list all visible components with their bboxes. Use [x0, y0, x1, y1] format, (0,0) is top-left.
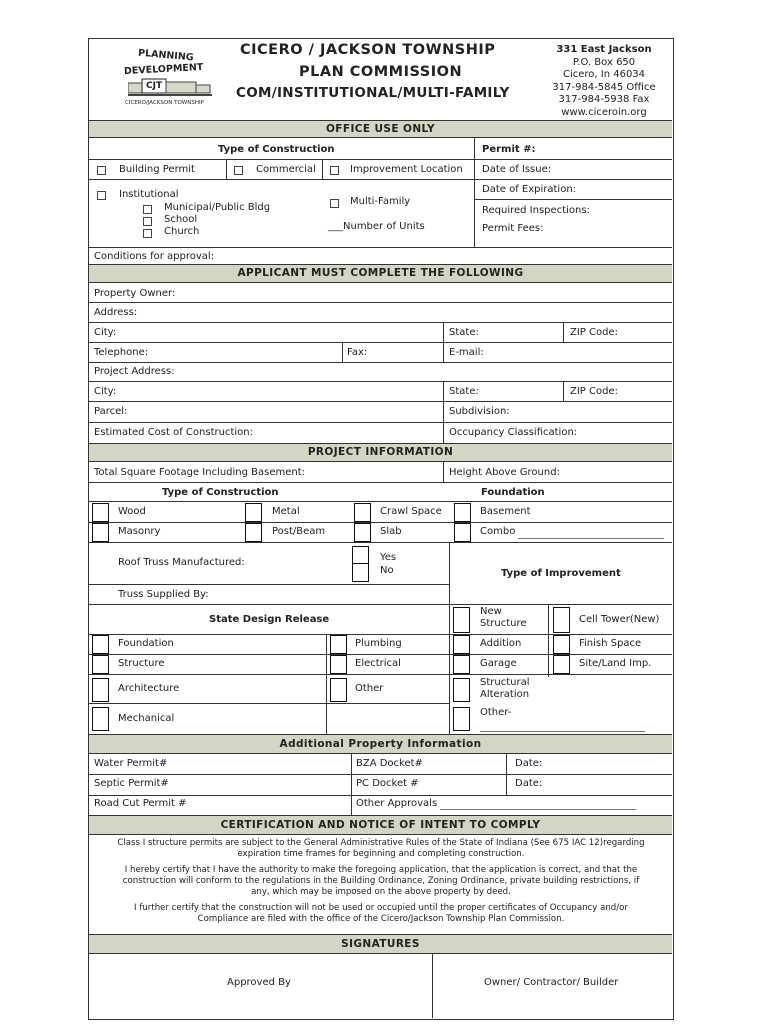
permit-fees-label: Permit Fees: — [482, 223, 544, 234]
logo-building-icon — [128, 78, 212, 96]
cert-line: I further certify that the construction will not be used or occupied until the proper certificates of Occupancy and/or — [134, 903, 628, 913]
state-design-header: State Design Release — [209, 614, 330, 625]
combo-checkbox[interactable] — [454, 523, 471, 542]
sd-foundation-label: Foundation — [118, 638, 174, 649]
slab-label: Slab — [380, 526, 402, 537]
telephone-label: Telephone: — [94, 347, 149, 358]
project-address-label: Project Address: — [94, 366, 175, 377]
multi-family-label: Multi-Family — [350, 196, 411, 207]
fax-label: Fax: — [347, 347, 368, 358]
structural-alteration-label: Structural Alteration — [480, 677, 530, 700]
estimated-cost-label: Estimated Cost of Construction: — [94, 427, 253, 438]
address-line: www.ciceroin.org — [561, 106, 647, 118]
crawl-space-label: Crawl Space — [380, 506, 442, 517]
office-use-band: OFFICE USE ONLY — [89, 120, 672, 138]
occupancy-label: Occupancy Classification: — [449, 427, 578, 438]
other-label: Other — [355, 683, 384, 694]
other-approvals-label: Other Approvals — [356, 798, 438, 809]
structure-checkbox[interactable] — [92, 655, 109, 674]
email-label: E-mail: — [449, 347, 484, 358]
cell-tower-label: Cell Tower(New) — [579, 614, 660, 625]
addition-checkbox[interactable] — [453, 635, 470, 654]
slab-checkbox[interactable] — [354, 523, 371, 542]
church-label: Church — [164, 226, 200, 237]
masonry-label: Masonry — [118, 526, 161, 537]
required-inspections-label: Required Inspections: — [482, 205, 590, 216]
state-label: State: — [449, 327, 479, 338]
metal-label: Metal — [272, 506, 300, 517]
commercial-checkbox[interactable] — [234, 166, 243, 175]
improvement-location-checkbox[interactable] — [330, 166, 339, 175]
municipal-checkbox[interactable] — [143, 205, 152, 214]
address-line: 317-984-5845 Office — [552, 81, 656, 93]
address-line: 317-984-5938 Fax — [558, 94, 650, 106]
office-type-header: Type of Construction — [218, 144, 335, 155]
building-permit-checkbox[interactable] — [97, 166, 106, 175]
combo-label: Combo — [480, 526, 516, 537]
logo-line1: PLANNING — [137, 47, 194, 64]
improvement-location-label: Improvement Location — [350, 164, 463, 175]
wood-label: Wood — [118, 506, 146, 517]
date1-label: Date: — [515, 758, 543, 769]
basement-label: Basement — [480, 506, 531, 517]
roof-truss-no-checkbox[interactable] — [352, 563, 369, 582]
applicant-band: APPLICANT MUST COMPLETE THE FOLLOWING — [89, 264, 672, 283]
type-improvement-header: Type of Improvement — [501, 568, 621, 579]
yes-label: Yes — [380, 552, 397, 563]
cert-line: construction will conform to the regulations in the Building Ordinance, Zoning Ordinance, private building restrictions, if — [122, 876, 640, 886]
cert-line: I hereby certify that I have the authority to make the foregoing application, that the application is correct, and that the — [124, 865, 638, 875]
electrical-label: Electrical — [355, 658, 401, 669]
pc-docket-label: PC Docket # — [356, 778, 419, 789]
new-structure-checkbox[interactable] — [453, 607, 470, 633]
certification-band: CERTIFICATION AND NOTICE OF INTENT TO COMPLY — [89, 815, 672, 835]
project-band: PROJECT INFORMATION — [89, 443, 672, 462]
structural-alteration-checkbox[interactable] — [453, 678, 470, 702]
plumbing-label: Plumbing — [355, 638, 402, 649]
logo-initials: CJT — [146, 81, 163, 91]
masonry-checkbox[interactable] — [92, 523, 109, 542]
address-label: Address: — [94, 307, 138, 318]
road-cut-label: Road Cut Permit # — [94, 798, 187, 809]
signatures-band: SIGNATURES — [89, 934, 672, 954]
logo-sub: CICERO/JACKSON TOWNSHIP — [125, 100, 204, 106]
garage-label: Garage — [480, 658, 517, 669]
water-permit-label: Water Permit# — [94, 758, 168, 769]
header-address — [540, 44, 668, 120]
addition-label: Addition — [480, 638, 522, 649]
electrical-checkbox[interactable] — [330, 655, 347, 674]
metal-checkbox[interactable] — [245, 503, 262, 522]
header-title-3: COM/INSTITUTIONAL/MULTI-FAMILY — [236, 85, 510, 101]
wood-checkbox[interactable] — [92, 503, 109, 522]
date2-label: Date: — [515, 778, 543, 789]
new-structure-label: New Structure — [480, 606, 527, 629]
building-permit-label: Building Permit — [119, 164, 195, 175]
bza-docket-label: BZA Docket# — [356, 758, 423, 769]
site-land-checkbox[interactable] — [553, 655, 570, 674]
structure-label: Structure — [118, 658, 165, 669]
institutional-label: Institutional — [119, 189, 179, 200]
post-beam-checkbox[interactable] — [245, 523, 262, 542]
architecture-label: Architecture — [118, 683, 180, 694]
municipal-label: Municipal/Public Bldg — [164, 202, 271, 213]
cert-line: Class I structure permits are subject to the General Administrative Rules of the State of Indiana (See 675 IAC 12)regarding — [117, 838, 645, 848]
crawl-space-checkbox[interactable] — [354, 503, 371, 522]
site-land-label: Site/Land Imp. — [579, 658, 652, 669]
owner-label: Owner/ Contractor/ Builder — [484, 977, 619, 988]
conditions-label: Conditions for approval: — [94, 251, 215, 262]
other-checkbox[interactable] — [330, 678, 347, 702]
commercial-label: Commercial — [256, 164, 316, 175]
state2-label: State: — [449, 386, 479, 397]
address-line: Cicero, In 46034 — [562, 69, 646, 81]
logo-line2: DEVELOPMENT — [123, 61, 204, 78]
header-title-1: CICERO / JACKSON TOWNSHIP — [240, 42, 496, 58]
header-title-2: PLAN COMMISSION — [299, 64, 463, 80]
additional-band: Additional Property Information — [89, 734, 672, 754]
address-line: P.O. Box 650 — [572, 56, 636, 68]
garage-checkbox[interactable] — [453, 655, 470, 674]
city2-label: City: — [94, 386, 117, 397]
mechanical-checkbox[interactable] — [92, 707, 109, 731]
institutional-checkbox[interactable] — [97, 191, 106, 200]
school-checkbox[interactable] — [143, 217, 152, 226]
mechanical-label: Mechanical — [118, 713, 175, 724]
other2-checkbox[interactable] — [453, 707, 470, 731]
zip-label: ZIP Code: — [570, 327, 618, 338]
sd-foundation-checkbox[interactable] — [92, 635, 109, 654]
office-permit-header: Permit #: — [482, 144, 536, 155]
height-label: Height Above Ground: — [449, 467, 560, 478]
other2-label: Other- — [480, 707, 512, 718]
roof-truss-label: Roof Truss Manufactured: — [118, 557, 245, 568]
combo-underline — [518, 538, 664, 539]
truss-supplied-label: Truss Supplied By: — [118, 589, 209, 600]
zip2-label: ZIP Code: — [570, 386, 618, 397]
finish-space-label: Finish Space — [579, 638, 642, 649]
type-construction-header: Type of Construction — [162, 487, 279, 498]
septic-permit-label: Septic Permit# — [94, 778, 169, 789]
parcel-label: Parcel: — [94, 406, 128, 417]
certification-text — [92, 838, 670, 925]
school-label: School — [164, 214, 198, 225]
logo — [120, 46, 220, 110]
property-owner-label: Property Owner: — [94, 288, 176, 299]
foundation-header: Foundation — [481, 487, 545, 498]
approved-by-label: Approved By — [227, 977, 291, 988]
cert-line: any, which may be imposed on the above property by deed. — [251, 887, 511, 897]
finish-space-checkbox[interactable] — [553, 635, 570, 654]
city-label: City: — [94, 327, 117, 338]
church-checkbox[interactable] — [143, 229, 152, 238]
other-approvals-underline — [440, 809, 636, 810]
no-label: No — [380, 565, 394, 576]
date-expiration-label: Date of Expiration: — [482, 184, 577, 195]
total-sqft-label: Total Square Footage Including Basement: — [94, 467, 306, 478]
other2-underline — [480, 731, 645, 732]
cert-line: expiration time frames for beginning and completing construction. — [237, 849, 525, 859]
basement-checkbox[interactable] — [454, 503, 471, 522]
architecture-checkbox[interactable] — [92, 678, 109, 702]
number-units-label: ___Number of Units — [328, 221, 425, 232]
date-issue-label: Date of Issue: — [482, 164, 552, 175]
post-beam-label: Post/Beam — [272, 526, 326, 537]
cell-tower-checkbox[interactable] — [553, 607, 570, 633]
address-line: 331 East Jackson — [556, 44, 652, 55]
cert-line: Compliance are filed with the office of the Cicero/Jackson Township Plan Commission. — [197, 914, 565, 924]
multi-family-checkbox[interactable] — [330, 199, 339, 208]
subdivision-label: Subdivision: — [449, 406, 510, 417]
plumbing-checkbox[interactable] — [330, 635, 347, 654]
